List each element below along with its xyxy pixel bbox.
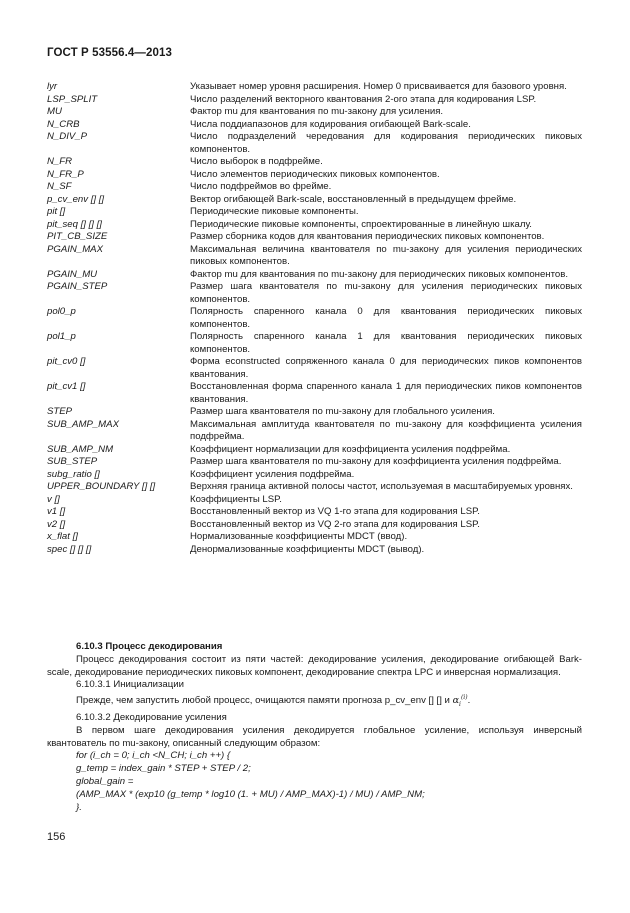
definition-description: Коэффициенты LSP. <box>190 493 282 505</box>
definition-description: Полярность спаренного канала 0 для квантования периодических пиковых компонентов. <box>190 306 582 330</box>
definition-row <box>47 381 582 406</box>
definition-term: subg_ratio [] <box>47 468 100 480</box>
definition-description: Форма econstructed сопряженного канала 0 для периодических пиков компонентов квантования. <box>190 356 582 380</box>
definition-description: Число выборок в подфрейме. <box>190 156 323 167</box>
definition-term: N_FR_P <box>47 168 84 180</box>
definition-description: Вектор огибающей Bark-scale, восстановленный в предыдущем фрейме. <box>190 193 517 205</box>
definition-term: N_SF <box>47 181 72 192</box>
definition-row <box>47 94 582 107</box>
definition-term: PIT_CB_SIZE <box>47 231 108 242</box>
definition-description: Верхняя граница активной полосы частот, используемая в масштабируемых уровнях. <box>190 481 573 492</box>
definition-description: Восстановленная форма спаренного канала 1 для периодических пиков компонентов квантования. <box>190 381 582 405</box>
definition-term: x_flat [] <box>47 531 78 542</box>
definition-term: v1 [] <box>47 506 66 517</box>
definition-term: N_FR <box>47 156 73 167</box>
definition-row <box>47 169 582 182</box>
section-heading: 6.10.3 Процесс декодирования <box>76 641 223 652</box>
subsection-text-init: Прежде, чем запустить любой процесс, очищаются памяти прогноза p_cv_env [] [] и $\alpha_i^{(i)}$. <box>76 694 471 709</box>
definition-row <box>47 531 582 544</box>
definition-term: UPPER_BOUNDARY [] [] <box>47 481 156 492</box>
page-number: 156 <box>47 831 66 843</box>
definition-description: Фактор mu для квантования по mu-закону для усиления. <box>190 106 444 117</box>
definition-description: Максимальная величина квантователя по mu-закону для усиления периодических пиковых компонентов. <box>190 243 582 267</box>
definition-term: pol0_p <box>47 306 76 317</box>
definition-description: Нормализованные коэффициенты MDCT (ввод). <box>190 531 408 542</box>
definition-row <box>47 506 582 519</box>
definition-row <box>47 406 582 419</box>
section-body <box>47 641 582 814</box>
definition-description: Периодические пиковые компоненты. <box>190 206 359 217</box>
definition-row <box>47 456 582 469</box>
definition-term: pit [] <box>47 206 66 217</box>
definition-description: Указывает номер уровня расширения. Номер 0 присваивается для базового уровня. <box>190 81 567 92</box>
definition-term: LSP_SPLIT <box>47 93 98 105</box>
definition-term: v2 [] <box>47 518 66 530</box>
definition-term: SUB_AMP_NM <box>47 443 114 455</box>
subsection-heading-init: 6.10.3.1 Инициализации <box>76 679 184 691</box>
definition-row <box>47 81 582 94</box>
definition-term: pol1_p <box>47 331 76 342</box>
definition-row <box>47 231 582 244</box>
subsection-text-gain: В первом шаге декодирования усиления декодируется глобальное усиление, используя инверсный квантователь по mu-закону, описанный следующим образом: <box>47 724 582 749</box>
definition-term: PGAIN_STEP <box>47 281 108 292</box>
subsection-heading-gain: 6.10.3.2 Декодирование усиления <box>76 712 227 724</box>
code-line: (AMP_MAX * (exp10 (g_temp * log10 (1. + MU) / AMP_MAX)-1) / MU) / AMP_NM; <box>76 788 425 800</box>
definition-term: pit_cv0 [] <box>47 356 86 367</box>
definition-description: Число разделений векторного квантования 2-ого этапа для кодирования LSP. <box>190 93 537 105</box>
definition-description: Коэффициент усиления подфрейма. <box>190 468 355 480</box>
code-line: }. <box>76 801 82 813</box>
definition-term: pit_cv1 [] <box>47 381 86 392</box>
code-line: g_temp = index_gain * STEP + STEP / 2; <box>76 763 251 775</box>
definition-term: p_cv_env [] [] <box>47 193 105 205</box>
definition-row <box>47 156 582 169</box>
definition-term: PGAIN_MU <box>47 268 98 280</box>
code-line: for (i_ch = 0; i_ch <N_CH; i_ch ++) { <box>76 750 231 762</box>
definition-row <box>47 106 582 119</box>
definition-description: Восстановленный вектор из VQ 1-го этапа для кодирования LSP. <box>190 506 480 517</box>
definition-row <box>47 519 582 532</box>
definition-description: Коэффициент нормализации для коэффициента усиления подфрейма. <box>190 443 511 455</box>
definition-term: spec [] [] [] <box>47 543 92 555</box>
definition-description: Полярность спаренного канала 1 для квантования периодических пиковых компонентов. <box>190 331 582 355</box>
definition-description: Фактор mu для квантования по mu-закону для периодических пиковых компонентов. <box>190 268 568 280</box>
definition-description: Числа поддиапазонов для кодирования огибающей Bark-scale. <box>190 118 471 130</box>
definition-row <box>47 281 582 306</box>
definition-description: Число подразделений чередования для кодирования периодических пиковых компонентов. <box>190 131 582 155</box>
definition-term: N_CRB <box>47 118 80 130</box>
definition-row <box>47 181 582 194</box>
definition-description: Размер сборника кодов для квантования периодических пиковых компонентов. <box>190 231 545 242</box>
definition-term: lyr <box>47 81 58 92</box>
definition-row <box>47 306 582 331</box>
definition-description: Число элементов периодических пиковых компонентов. <box>190 168 440 180</box>
code-line: global_gain = <box>76 776 134 788</box>
definitions-list <box>47 81 582 556</box>
definition-row <box>47 481 582 494</box>
definition-description: Размер шага квантователя по mu-закону для усиления периодических пиковых компонентов. <box>190 281 582 305</box>
definition-description: Число подфреймов во фрейме. <box>190 181 332 192</box>
definition-description: Размер шага квантователя по mu-закону для коэффициента усиления подфрейма. <box>190 456 562 467</box>
definition-term: v [] <box>47 493 60 505</box>
definition-description: Денормализованные коэффициенты MDCT (вывод). <box>190 543 425 555</box>
definition-row <box>47 356 582 381</box>
definition-term: SUB_AMP_MAX <box>47 418 119 430</box>
definition-description: Восстановленный вектор из VQ 2-го этапа для кодирования LSP. <box>190 518 480 530</box>
definition-term: PGAIN_MAX <box>47 243 103 255</box>
init-text-a: Прежде, чем запустить любой процесс, очищаются памяти прогноза p_cv_env [] [] и <box>76 695 450 707</box>
definition-term: SUB_STEP <box>47 456 98 467</box>
definition-row <box>47 419 582 444</box>
definition-description: Периодические пиковые компоненты, спроектированные в линейную шкалу. <box>190 218 532 230</box>
definition-row <box>47 331 582 356</box>
definition-row <box>47 469 582 482</box>
definition-row <box>47 544 582 557</box>
definition-row <box>47 494 582 507</box>
definition-term: MU <box>47 106 62 117</box>
definition-row <box>47 244 582 269</box>
definition-term: N_DIV_P <box>47 131 87 142</box>
definition-term: pit_seq [] [] [] <box>47 218 102 230</box>
definition-row <box>47 269 582 282</box>
document-header: ГОСТ Р 53556.4—2013 <box>47 47 172 59</box>
definition-row <box>47 444 582 457</box>
definition-row <box>47 119 582 132</box>
alpha-symbol: $\alpha_i^{(i)}$ <box>452 694 468 709</box>
definition-row <box>47 131 582 156</box>
definition-description: Размер шага квантователя по mu-закону для глобального усиления. <box>190 406 495 417</box>
definition-row <box>47 194 582 207</box>
section-intro: Процесс декодирования состоит из пяти частей: декодирование усиления, декодирование огибающей Bark-scale, декодирование периодических пиковых компонент, декодирование спектра LPC и инверсная нормализация. <box>47 653 582 678</box>
definition-term: STEP <box>47 406 73 417</box>
definition-row <box>47 206 582 219</box>
definition-description: Максимальная амплитуда квантователя по mu-закону для коэффициента усиления подфрейма. <box>190 418 582 442</box>
definition-row <box>47 219 582 232</box>
